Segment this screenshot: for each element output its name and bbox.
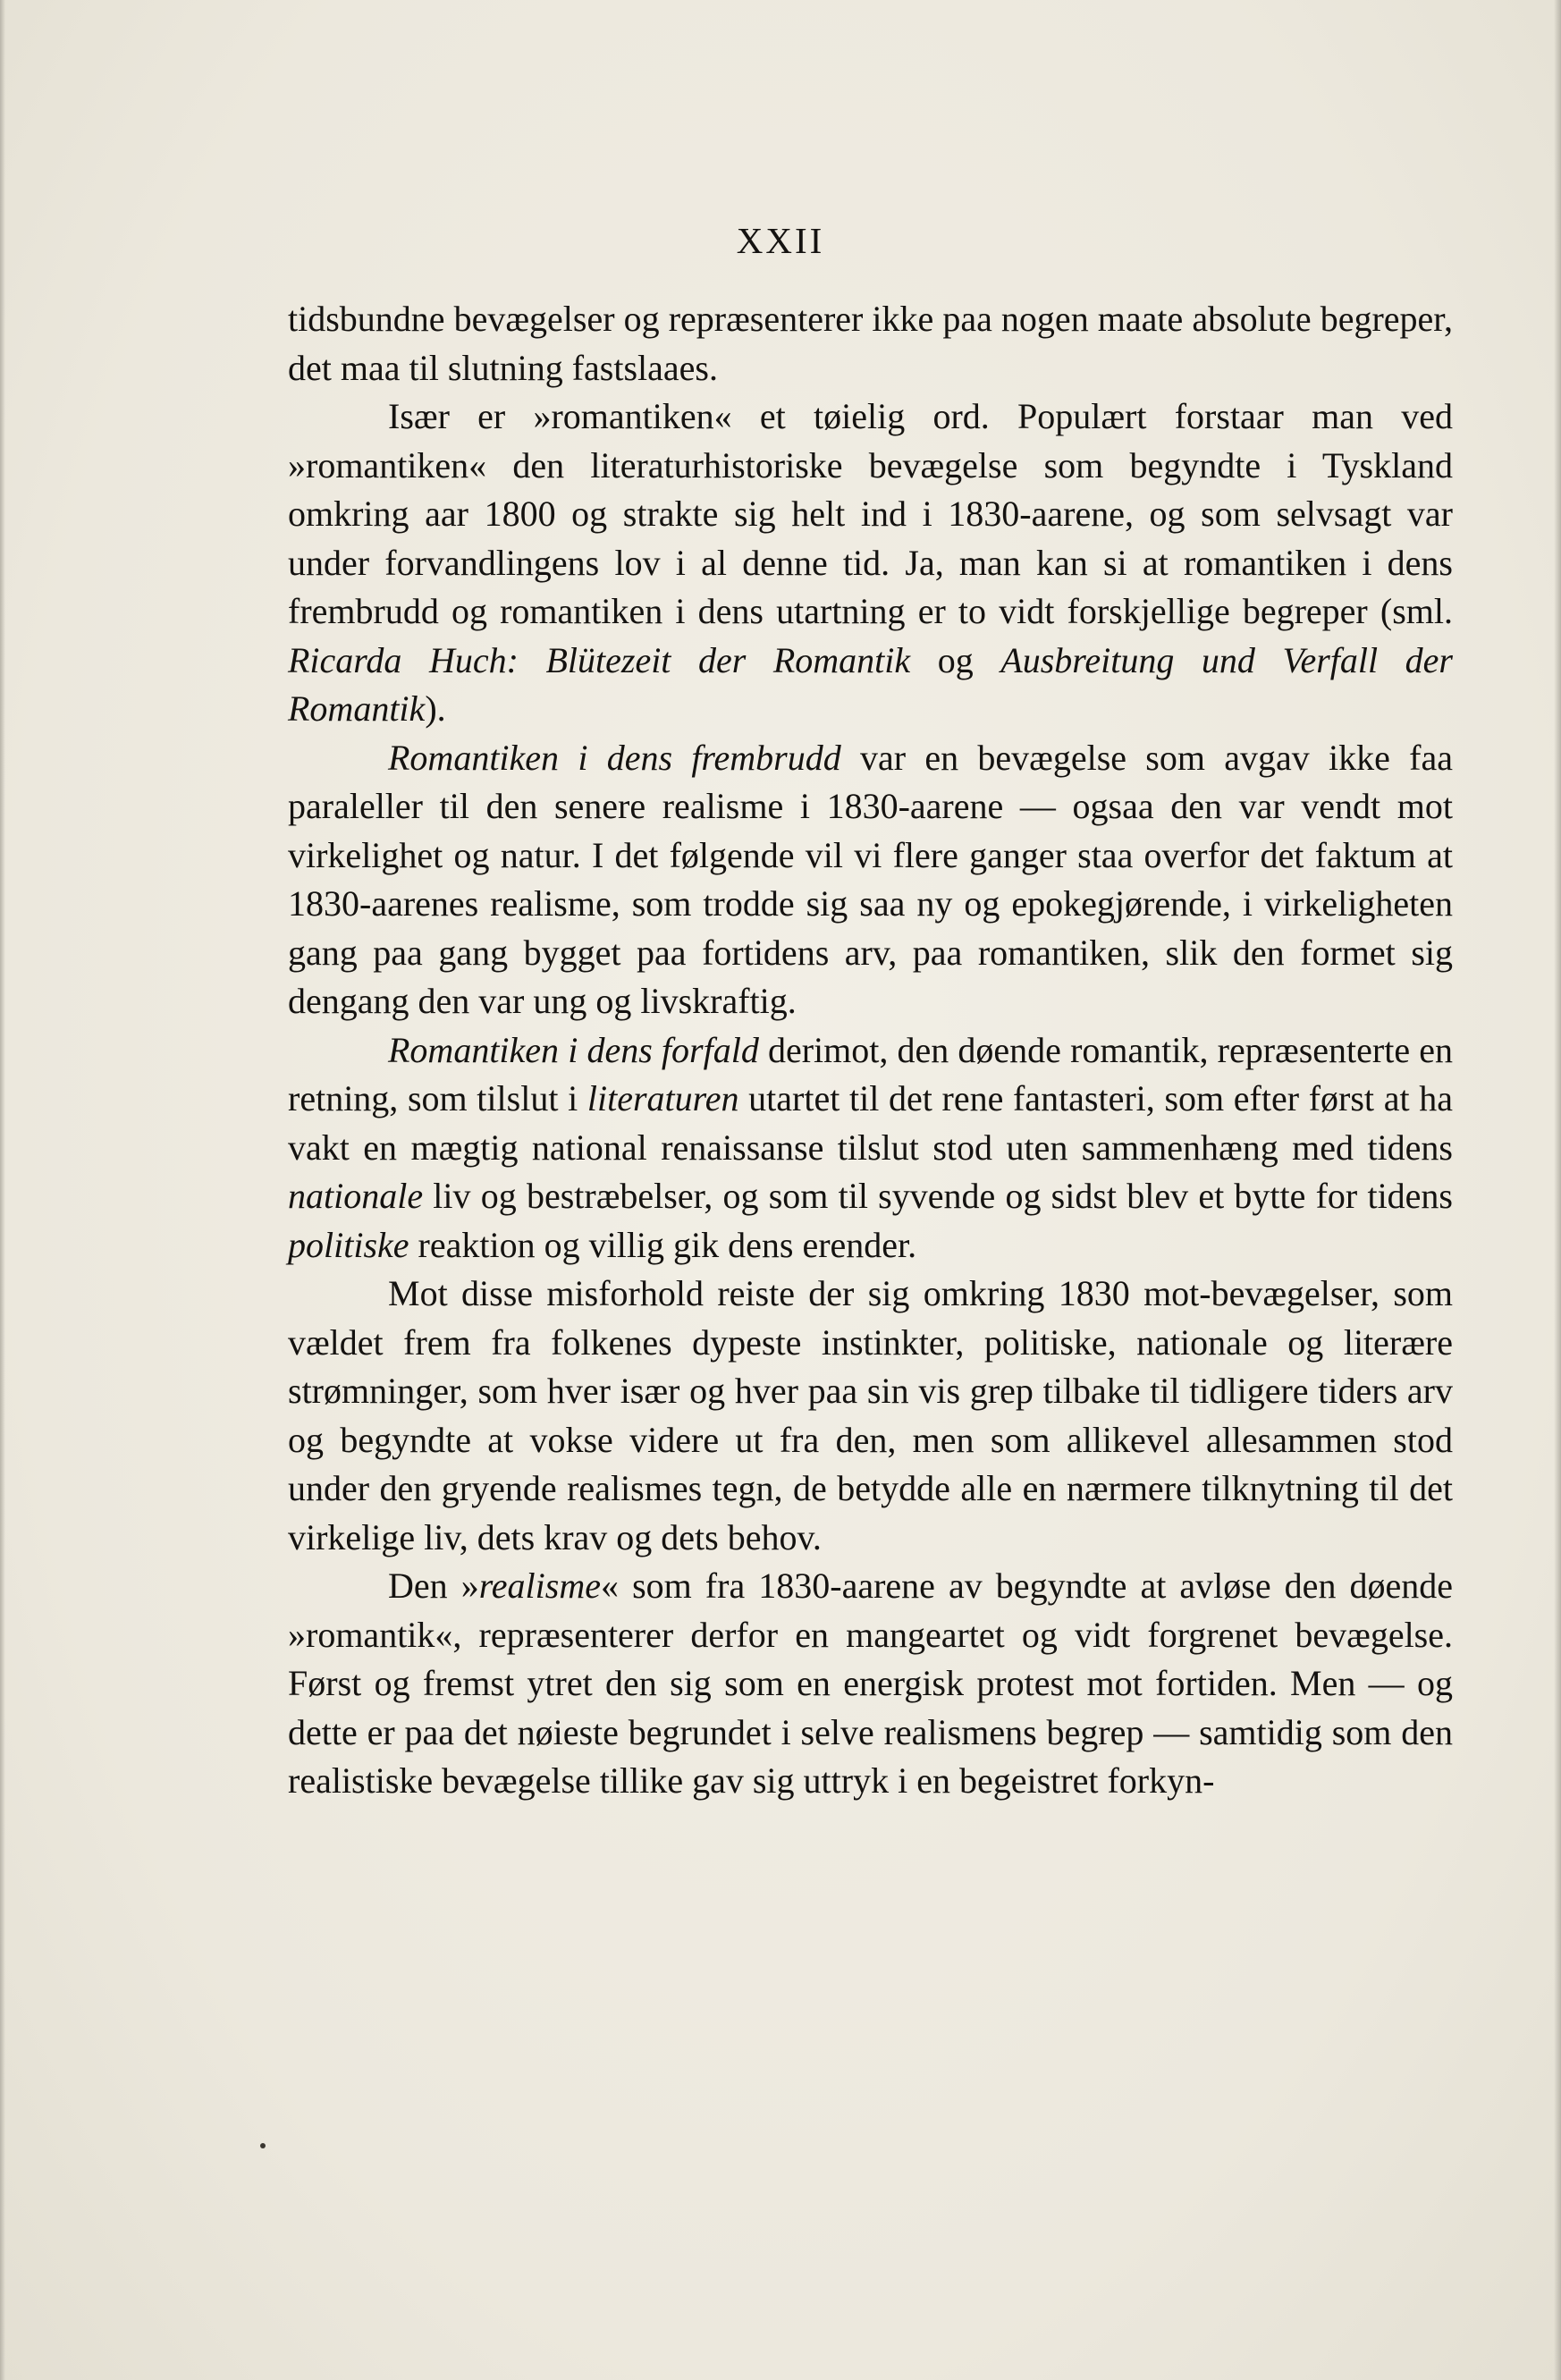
body-text [288,295,1453,1806]
paragraph-5 [288,1270,1453,1562]
italic-segment: Romantiken i dens forfald [388,1029,759,1070]
italic-segment: realisme [478,1566,601,1606]
page-edge-left [0,0,5,2380]
text-segment: « som fra 1830-aarene av begyndte at avløse den døende »romantik«, repræsenterer derfor en mangeartet og vidt forgrenet bevægelse. Først og fremst ytret den sig som en energisk protest mot fortiden. Men — og dette er paa det nøieste begrundet i selve realismens begrep — samtidig som den realistiske bevægelse tillike gav sig uttryk i en begeistret forkyn- [288,1566,1454,1801]
page-edge-right [1554,0,1561,2380]
paragraph-4 [288,1026,1453,1270]
text-segment: Især er »romantiken« et tøielig ord. Populært forstaar man ved »romantiken« den literaturhistoriske bevægelse som begyndte i Tyskland omkring aar 1800 og strakte sig helt ind i 1830-aarene, og som selvsagt var under forvandlingens lov i al denne tid. Ja, man kan si at romantiken i dens frembrudd og romantiken i dens utartning er to vidt forskjellige begreper (sml. [288,396,1453,631]
italic-segment: Ricarda Huch: Blütezeit der Romantik [288,639,911,680]
italic-segment: Romantiken i dens frembrudd [388,737,841,778]
paragraph-2 [288,392,1453,734]
italic-segment: nationale [288,1176,424,1216]
page-number: XXII [736,220,825,261]
text-segment: Mot disse misforhold reiste der sig omkring 1830 mot-bevægelser, som vældet frem fra folkenes dypeste instinkter, politiske, nationale og literære strømninger, som hver især og hver paa sin vis grep tilbake til tidligere tiders arv og begyndte at vokse videre ut fra den, men som allikevel allesammen stod under den gryende realismes tegn, de betydde alle en nærmere tilknytning til det virkelige liv, dets krav og dets behov. [288,1273,1453,1557]
text-segment: tidsbundne bevægelser og repræsenterer ikke paa nogen maate absolute begreper, det maa til slutning fastslaaes. [288,299,1453,388]
text-segment: derimot, den døende romantik, repræsenterte en retning, som tilslut i [288,1029,1453,1118]
text-segment: liv og bestræbelser, og som til syvende og sidst blev et bytte for tidens [423,1176,1453,1216]
italic-segment: politiske [288,1224,409,1265]
text-segment: og [910,639,1001,680]
italic-segment: Ausbreitung und Verfall der Romantik [288,639,1453,729]
paper-speck [260,2143,266,2148]
text-segment: var en bevægelse som avgav ikke faa paraleller til den senere realisme i 1830-aarene — ogsaa den var vendt mot virkelighet og natur. I det følgende vil vi flere ganger staa overfor det faktum at 1830-aarenes realisme, som trodde sig saa ny og epokegjørende, i virkeligheten gang paa gang bygget paa fortidens arv, paa romantiken, slik den formet sig dengang den var ung og livskraftig. [288,737,1454,1021]
italic-segment: literaturen [586,1078,739,1118]
paragraph-1 [288,295,1453,392]
paragraph-6 [288,1562,1453,1806]
text-segment: ). [425,688,446,729]
text-segment: reaktion og villig gik dens erender. [409,1224,917,1265]
text-segment: Den » [388,1566,479,1606]
text-segment: utartet til det rene fantasteri, som efter først at ha vakt en mægtig national renaissanse tilslut stod uten sammenhæng med tidens [288,1078,1453,1168]
paragraph-3 [288,734,1453,1026]
